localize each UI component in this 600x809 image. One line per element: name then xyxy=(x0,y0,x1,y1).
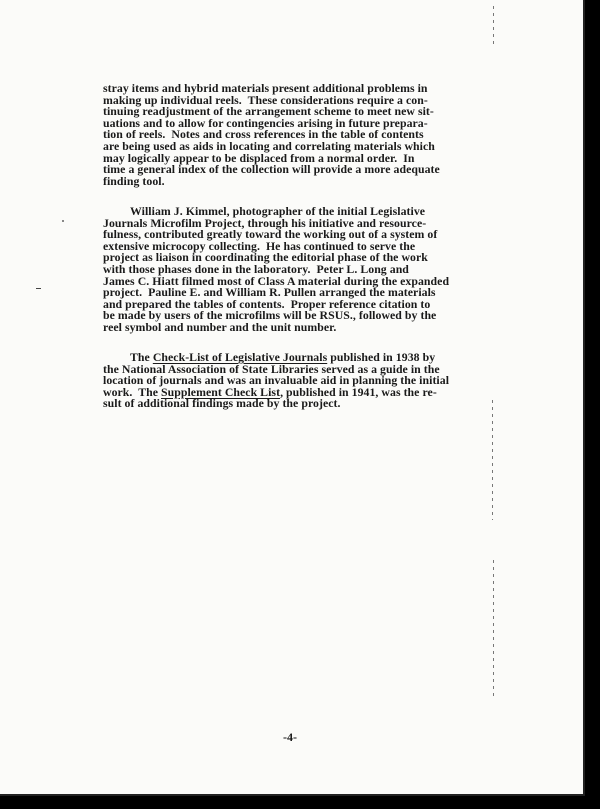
text-run: published in 1938 by xyxy=(327,350,436,364)
paragraph-line: location of journals and was an invaluable aid in planning the initial xyxy=(103,373,450,388)
paragraph-line: may logically appear to be displaced from a normal order. In xyxy=(103,150,415,165)
paragraph-line: and prepared the tables of contents. Proper reference citation to xyxy=(103,296,431,311)
check-list-title: Check-List of Legislative Journals xyxy=(152,350,328,364)
paragraph-check-list xyxy=(103,352,513,410)
paragraph-line: project. Pauline E. and William R. Pullen arranged the materials xyxy=(103,285,436,300)
paragraph-line: are being used as aids in locating and correlating materials which xyxy=(103,138,435,153)
text-run: The xyxy=(130,350,153,364)
paragraph-line: finding tool. xyxy=(103,173,165,188)
paragraph-line: James C. Hiatt filmed most of Class A material during the expanded xyxy=(103,273,450,288)
scan-artifact-mark xyxy=(36,288,41,289)
paragraph-line: sult of additional findings made by the project. xyxy=(103,396,341,411)
paragraph-line: extensive microcopy collecting. He has continued to serve the xyxy=(103,238,416,253)
scan-artifact-line xyxy=(492,400,493,520)
paragraph-line: project as liaison in coordinating the editorial phase of the work xyxy=(103,250,428,265)
paragraph-line: stray items and hybrid materials present additional problems in xyxy=(103,81,428,95)
supplement-title: Supplement Check List xyxy=(161,384,281,399)
paragraph-line: William J. Kimmel, photographer of the initial Legislative xyxy=(130,204,426,218)
paragraph-arrangement xyxy=(103,83,513,187)
page-number: -4- xyxy=(283,730,297,744)
scan-artifact-mark xyxy=(62,220,64,222)
paragraph-line: be made by users of the microfilms will be RSUS., followed by the xyxy=(103,308,437,323)
paragraph-line: with those phases done in the laboratory. Peter L. Long and xyxy=(103,261,409,276)
text-run: , published in 1941, was the re- xyxy=(280,384,437,399)
scan-artifact-line xyxy=(493,6,494,46)
paragraph-line: reel symbol and number and the unit number. xyxy=(103,319,337,334)
paragraph-line: uations and to allow for contingencies arising in future prepara- xyxy=(103,115,428,130)
paragraph-line: tinuing readjustment of the arrangement scheme to meet new sit- xyxy=(103,104,434,119)
paragraph-line: the National Association of State Libraries served as a guide in the xyxy=(103,361,440,376)
paragraph-line: making up individual reels. These considerations require a con- xyxy=(103,92,428,107)
text-run: work. The xyxy=(103,384,162,399)
scan-artifact-line xyxy=(493,560,494,700)
paragraph-acknowledgements xyxy=(103,206,513,334)
paragraph-line: Journals Microfilm Project, through his initiative and resource- xyxy=(103,215,427,230)
paragraph-line: tion of reels. Notes and cross references in the table of contents xyxy=(103,127,424,142)
paragraph-line: time a general index of the collection will provide a more adequate xyxy=(103,162,440,177)
paragraph-line: fulness, contributed greatly toward the working out of a system of xyxy=(103,227,438,242)
